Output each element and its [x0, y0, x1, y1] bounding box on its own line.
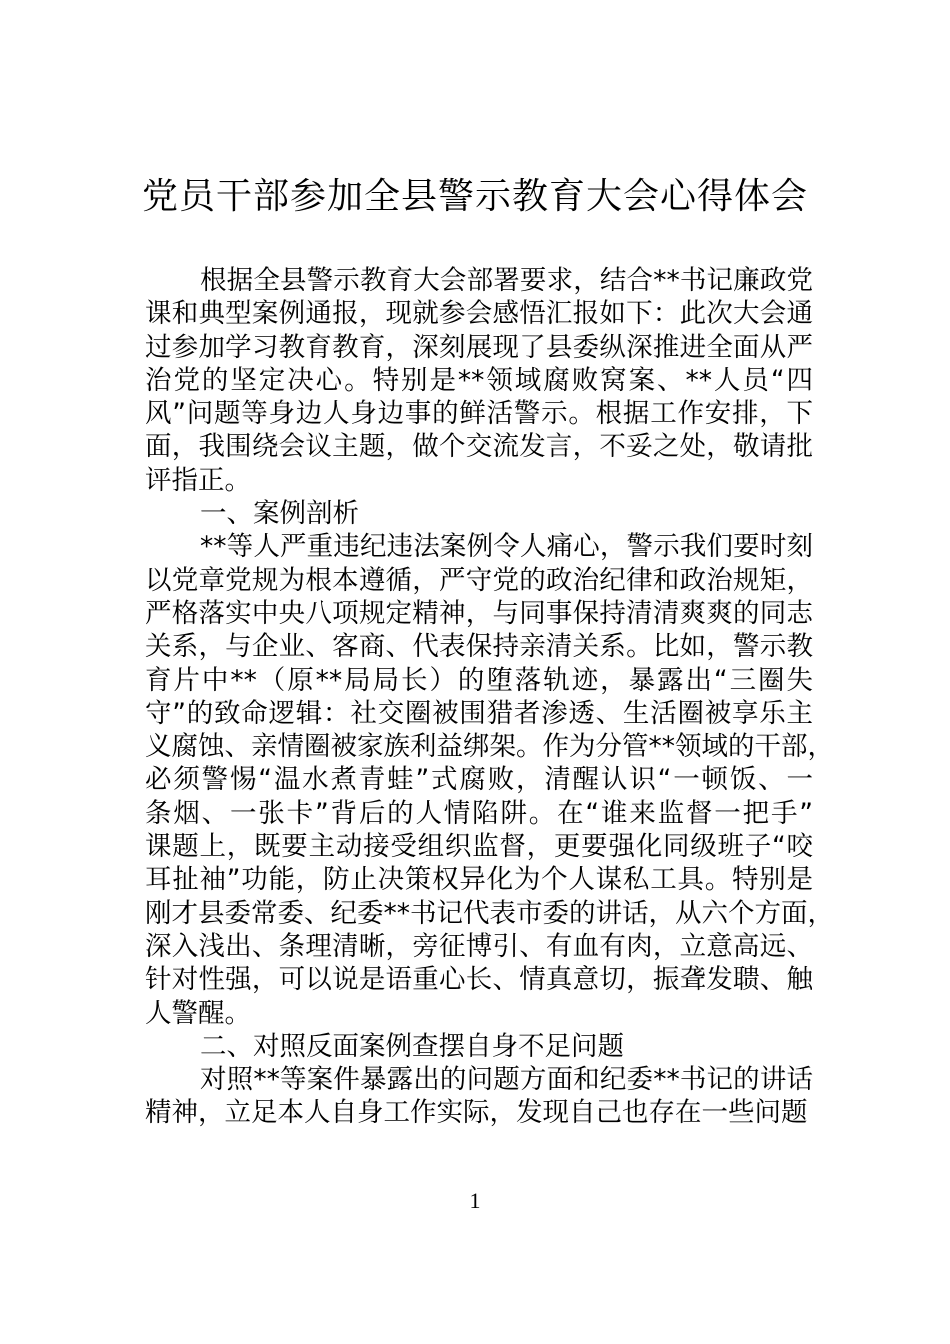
text-line: 刚才县委常委、纪委**书记代表市委的讲话，从六个方面，	[145, 897, 834, 929]
text-line: 人警醒。	[145, 997, 251, 1029]
text-line: 课题上，既要主动接受组织监督，更要强化同级班子“咬	[145, 831, 813, 863]
text-line: 耳扯袖”功能，防止决策权异化为个人谋私工具。特别是	[145, 864, 813, 896]
text-line: 守”的致命逻辑：社交圈被围猎者渗透、生活圈被享乐主	[145, 697, 813, 729]
text-line: 针对性强，可以说是语重心长、情真意切，振聋发聩、触	[145, 964, 813, 996]
text-line: 条烟、一张卡”背后的人情陷阱。在“谁来监督一把手”	[145, 797, 813, 829]
text-line: 以党章党规为根本遵循，严守党的政治纪律和政治规矩，	[145, 564, 813, 596]
page-number: 1	[469, 1188, 481, 1213]
text-line: 根据全县警示教育大会部署要求，结合**书记廉政党	[200, 265, 813, 296]
text-line: 评指正。	[145, 464, 251, 496]
document-title: 党员干部参加全县警示教育大会心得体会	[141, 176, 808, 217]
text-line: 严格落实中央八项规定精神，与同事保持清清爽爽的同志	[145, 597, 813, 629]
text-line: 义腐蚀、亲情圈被家族利益绑架。作为分管**领域的干部，	[145, 731, 834, 763]
paragraph	[145, 497, 813, 530]
text-line: 关系，与企业、客商、代表保持亲清关系。比如，警示教	[145, 631, 813, 663]
text-line: 面，我围绕会议主题，做个交流发言，不妥之处，敬请批	[145, 431, 813, 463]
text-line: 风”问题等身边人身边事的鲜活警示。根据工作安排，下	[145, 398, 813, 430]
paragraph	[145, 264, 813, 497]
text-line: 治党的坚定决心。特别是**领域腐败窝案、**人员“四	[145, 364, 813, 396]
text-line: 育片中**（原**局局长）的堕落轨迹，暴露出“三圈失	[145, 664, 813, 696]
paragraph	[145, 530, 834, 1029]
section-heading: 一、案例剖析	[200, 498, 359, 530]
paragraph	[145, 1063, 813, 1130]
document-body	[145, 264, 834, 1130]
text-line: 精神，立足本人自身工作实际，发现自己也存在一些问题	[145, 1097, 808, 1129]
text-line: 深入浅出、条理清晰，旁征博引、有血有肉，立意高远、	[145, 930, 813, 962]
text-line: 对照**等案件暴露出的问题方面和纪委**书记的讲话	[200, 1064, 813, 1096]
text-line: 课和典型案例通报，现就参会感悟汇报如下：此次大会通	[145, 298, 813, 330]
paragraph	[145, 1030, 813, 1063]
section-heading: 二、对照反面案例查摆自身不足问题	[200, 1030, 624, 1062]
text-line: **等人严重违纪违法案例令人痛心，警示我们要时刻	[200, 531, 813, 563]
text-line: 过参加学习教育教育，深刻展现了县委纵深推进全面从严	[145, 331, 813, 363]
text-line: 必须警惕“温水煮青蛙”式腐败，清醒认识“一顿饭、一	[145, 764, 813, 796]
